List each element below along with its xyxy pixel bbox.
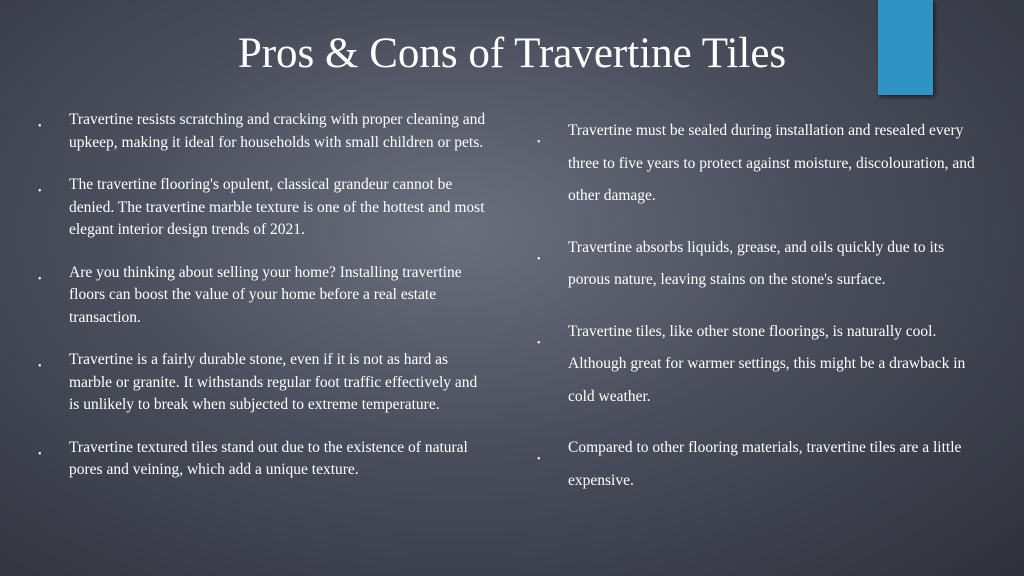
bullet-icon: • [38, 448, 42, 460]
cons-list [537, 115, 987, 516]
pros-list [38, 109, 488, 502]
list-item [537, 316, 987, 414]
list-item [38, 174, 488, 242]
list-item-text: The travertine flooring's opulent, classical grandeur cannot be denied. The travertine marble texture is one of the hottest and most elegant interior design trends of 2021. [69, 176, 485, 238]
list-item [38, 109, 488, 154]
bullet-icon: • [537, 337, 541, 349]
bullet-icon: • [38, 186, 42, 197]
list-item-text: Travertine textured tiles stand out due to the existence of natural pores and veining, which add a unique texture. [69, 438, 468, 478]
list-item [537, 432, 987, 497]
bullet-icon: • [38, 273, 42, 285]
list-item-text: Compared to other flooring materials, travertine tiles are a little expensive. [568, 439, 962, 489]
list-item [38, 437, 488, 482]
bullet-icon: • [38, 361, 42, 372]
bullet-icon: • [537, 253, 541, 265]
list-item-text: Travertine absorbs liquids, grease, and oils quickly due to its porous nature, leaving stains on the stone's surface. [568, 238, 945, 288]
list-item [38, 349, 488, 417]
list-item-text: Are you thinking about selling your home? Installing travertine floors can boost the value of your home before a real estate transaction. [69, 263, 462, 326]
bullet-icon: • [537, 137, 541, 148]
bullet-icon: • [38, 121, 42, 132]
list-item-text: Travertine is a fairly durable stone, even if it is not as hard as marble or granite. It withstands regular foot traffic effectively and is unlikely to break when subjected to extreme temperature. [69, 351, 478, 413]
list-item-text: Travertine tiles, like other stone floorings, is naturally cool. Although great for warmer settings, this might be a drawback in cold weather. [568, 322, 966, 405]
list-item-text: Travertine must be sealed during installation and resealed every three to five years to protect against moisture, discolouration, and other damage. [568, 122, 975, 204]
bullet-icon: • [537, 454, 541, 465]
slide-title: Pros & Cons of Travertine Tiles [237, 30, 787, 77]
list-item-text: Travertine resists scratching and cracking with proper cleaning and upkeep, making it ideal for households with small children or pets. [69, 111, 486, 151]
list-item [537, 232, 987, 297]
list-item [537, 115, 987, 213]
list-item [38, 262, 488, 330]
